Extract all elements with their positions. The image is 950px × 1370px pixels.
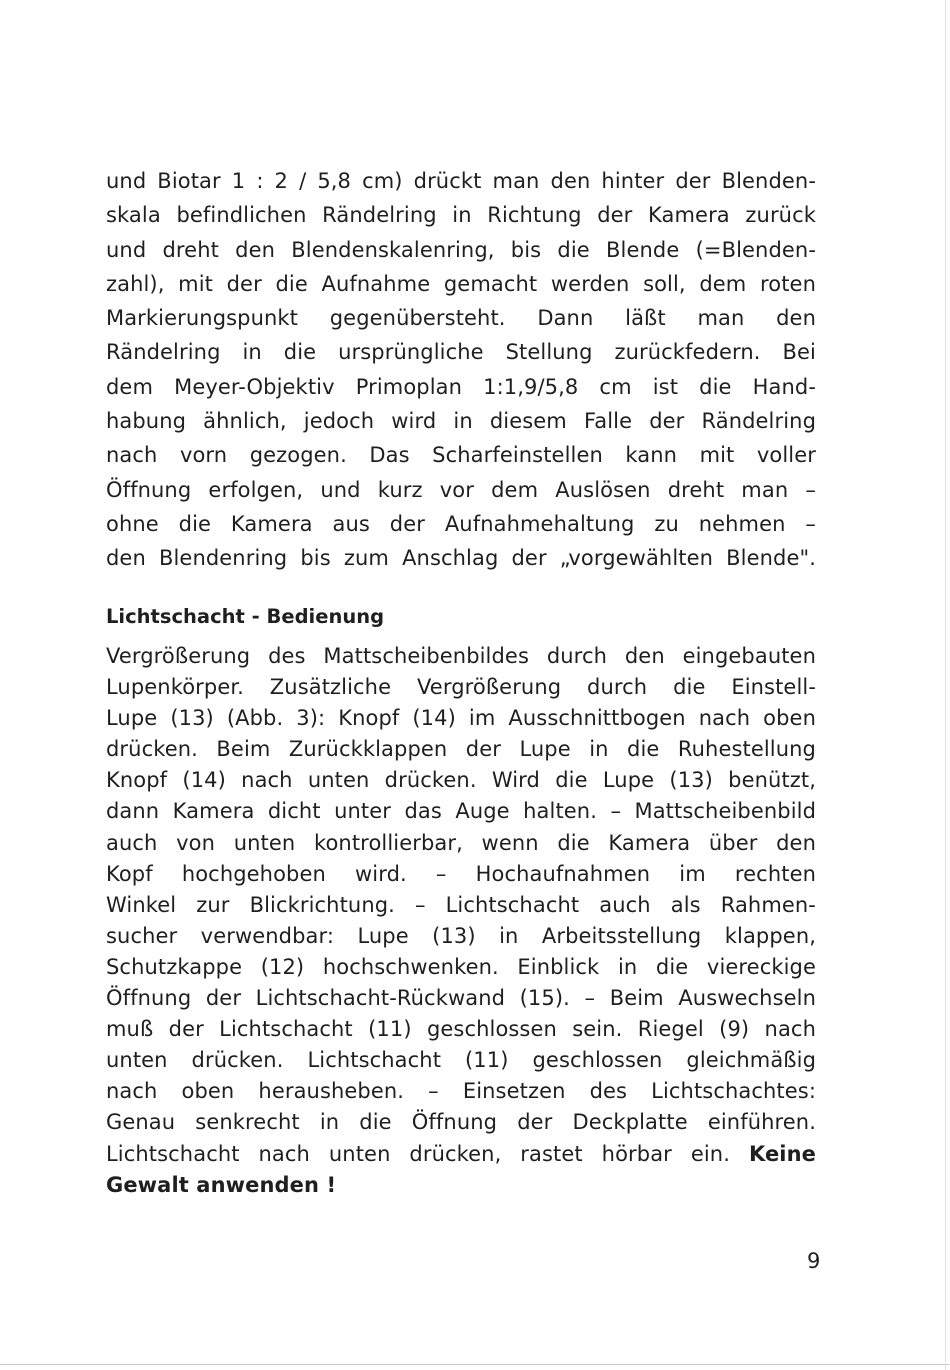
- text-line: habung ähnlich, jedoch wird in diesem Falle der Rändelring: [106, 409, 816, 434]
- text-line: Markierungspunkt gegenübersteht. Dann läßt man den: [106, 306, 816, 331]
- text-line: Rändelring in die ursprüngliche Stellung zurückfedern. Bei: [106, 340, 816, 365]
- text-line: den Blendenring bis zum Anschlag der „vorgewählten Blende".: [106, 546, 816, 571]
- text-line: dann Kamera dicht unter das Auge halten. – Mattscheibenbild: [106, 799, 816, 824]
- text-line: skala befindlichen Rändelring in Richtung der Kamera zurück: [106, 203, 816, 228]
- text-line: und Biotar 1 : 2 / 5,8 cm) drückt man den hinter der Blenden-: [106, 169, 816, 193]
- text-line: Öffnung der Lichtschacht-Rückwand (15). – Beim Auswechseln: [106, 986, 816, 1011]
- text-line: Schutzkappe (12) hochschwenken. Einblick in die viereckige: [106, 954, 816, 979]
- text-line: Öffnung erfolgen, und kurz vor dem Auslösen dreht man –: [106, 477, 816, 502]
- section-heading: Lichtschacht - Bedienung: [106, 605, 385, 628]
- text-line: nach vorn gezogen. Das Scharfeinstellen kann mit voller: [106, 443, 816, 468]
- scan-edge-line: [0, 1364, 950, 1365]
- text-line-with-emphasis: [106, 1139, 816, 1170]
- text-line: auch von unten kontrollierbar, wenn die Kamera über den: [106, 830, 816, 855]
- text-line: sucher verwendbar: Lupe (13) in Arbeitsstellung klappen,: [106, 923, 816, 948]
- text-line: Lupenkörper. Zusätzliche Vergrößerung durch die Einstell-: [106, 675, 816, 700]
- text-line: drücken. Beim Zurückklappen der Lupe in die Ruhestellung: [106, 737, 816, 762]
- emphasis-line: Gewalt anwenden !: [106, 1172, 337, 1197]
- text-line: zahl), mit der die Aufnahme gemacht werden soll, dem roten: [106, 271, 816, 296]
- body-paragraph-lichtschacht: [106, 641, 816, 1201]
- body-paragraph-aperture: [106, 164, 816, 576]
- text-line: Vergrößerung des Mattscheibenbildes durch den eingebauten: [106, 644, 816, 668]
- text-line: und dreht den Blendenskalenring, bis die Blende (=Blenden-: [106, 237, 816, 262]
- text-line: Genau senkrecht in die Öffnung der Deckplatte einführen.: [106, 1110, 816, 1135]
- text-run: Lichtschacht nach unten drücken, rastet hörbar ein.: [106, 1141, 730, 1166]
- text-line: muß der Lichtschacht (11) geschlossen sein. Riegel (9) nach: [106, 1017, 816, 1042]
- text-line: dem Meyer-Objektiv Primoplan 1:1,9/5,8 cm ist die Hand-: [106, 374, 816, 399]
- text-line: Kopf hochgehoben wird. – Hochaufnahmen im rechten: [106, 861, 816, 886]
- text-line: Winkel zur Blickrichtung. – Lichtschacht auch als Rahmen-: [106, 892, 816, 917]
- text-line: nach oben herausheben. – Einsetzen des Lichtschachtes:: [106, 1079, 816, 1104]
- text-line: Lupe (13) (Abb. 3): Knopf (14) im Ausschnittbogen nach oben: [106, 706, 816, 731]
- page-number: 9: [807, 1249, 821, 1273]
- text-line: unten drücken. Lichtschacht (11) geschlossen gleichmäßig: [106, 1048, 816, 1073]
- emphasis-text: Keine: [748, 1141, 816, 1166]
- scan-edge-line: [945, 0, 946, 1370]
- text-line: Knopf (14) nach unten drücken. Wird die Lupe (13) benützt,: [106, 768, 816, 793]
- text-line: ohne die Kamera aus der Aufnahmehaltung zu nehmen –: [106, 511, 816, 536]
